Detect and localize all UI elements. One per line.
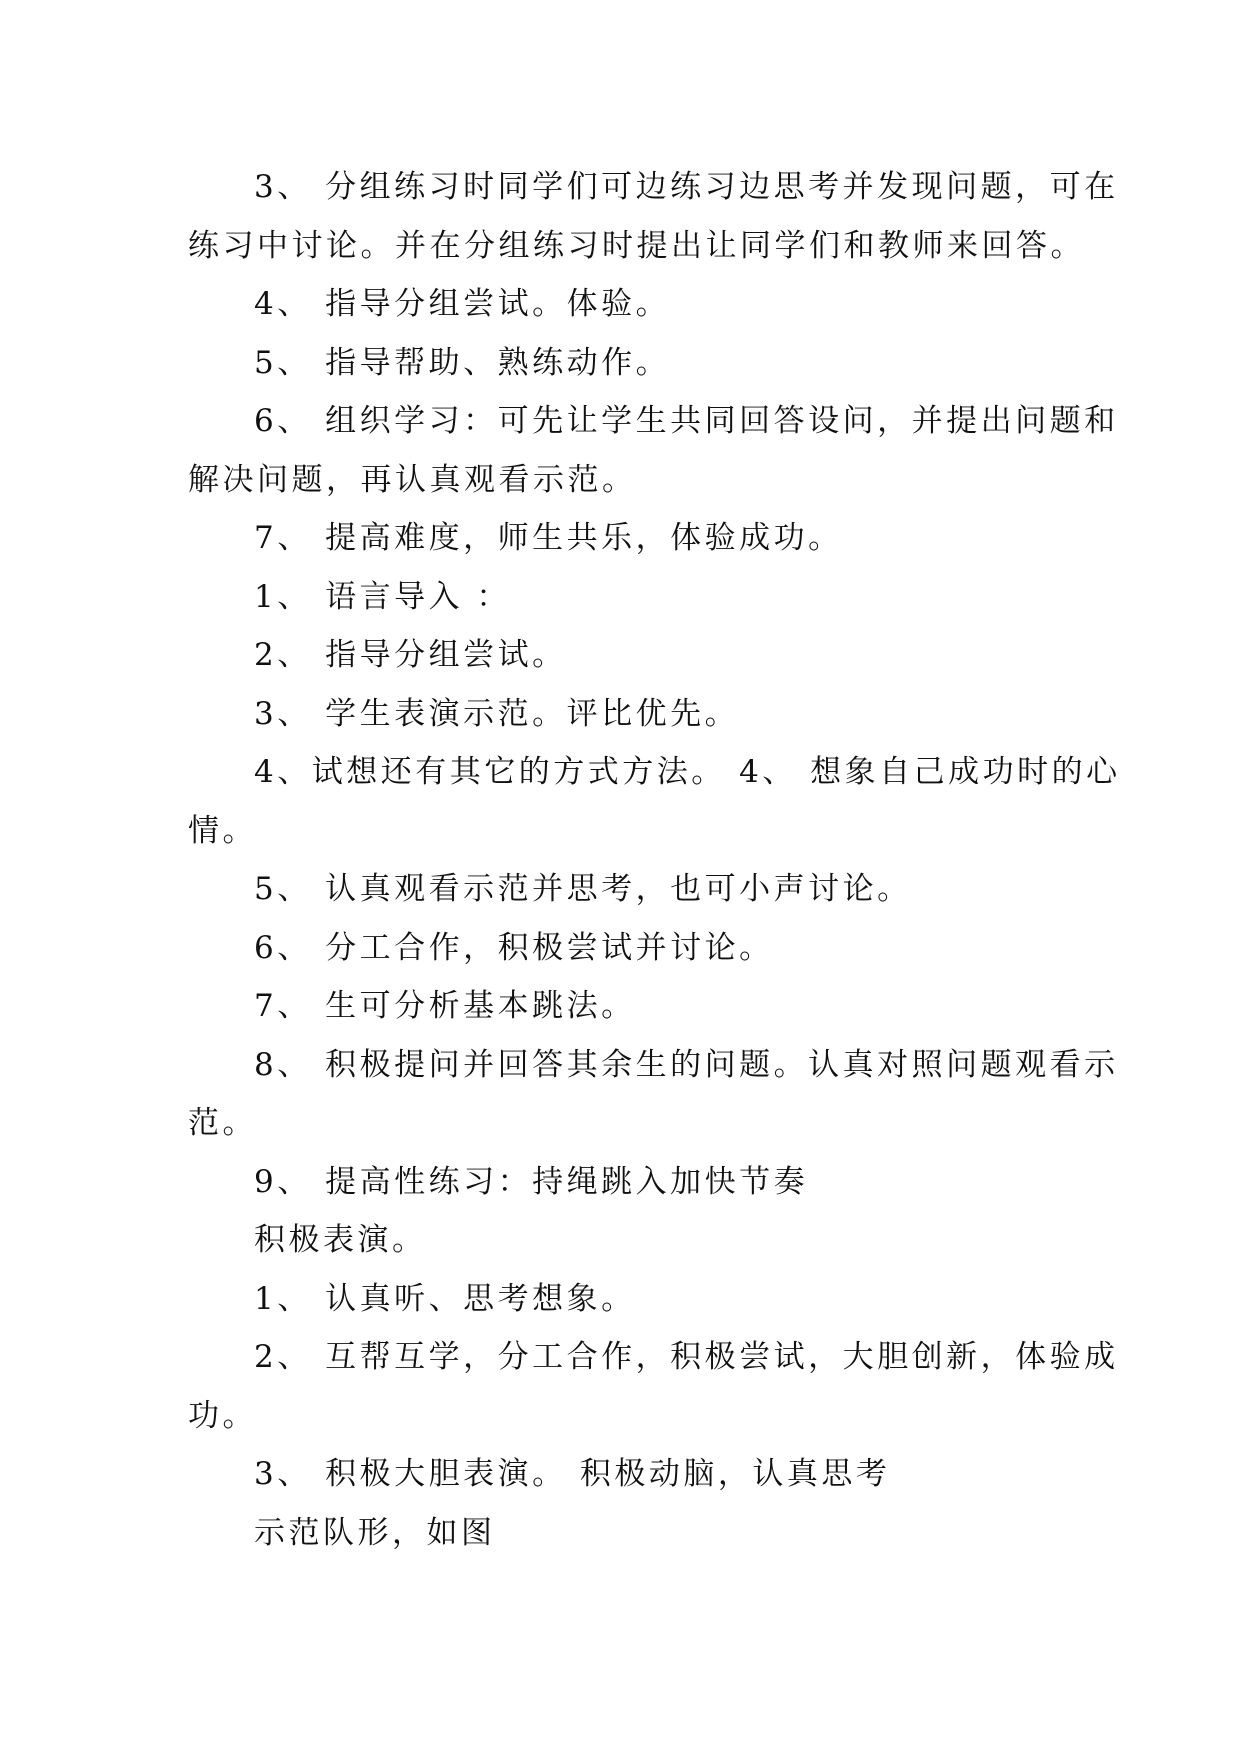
paragraph: 1、 语言导入 ： (254, 578, 511, 615)
paragraph: 3、 积极大胆表演。 积极动脑，认真思考 (254, 1456, 891, 1492)
paragraph: 2、 指导分组尝试。 (254, 637, 567, 673)
paragraph: 4、 指导分组尝试。体验。 (254, 286, 671, 322)
document-body (188, 158, 1148, 1562)
paragraph: 6、 组织学习：可先让学生共同回答设问，并提出问题和解决问题，再认真观看示范。 (188, 403, 1119, 498)
paragraph: 9、 提高性练习：持绳跳入加快节奏 (254, 1163, 809, 1200)
paragraph: 6、 分工合作，积极尝试并讨论。 (254, 929, 774, 966)
paragraph: 2、 互帮互学，分工合作，积极尝试，大胆创新，体验成功。 (188, 1339, 1119, 1434)
paragraph: 5、 指导帮助、熟练动作。 (254, 344, 671, 381)
paragraph: 7、 提高难度，师生共乐，体验成功。 (254, 520, 843, 556)
paragraph: 3、 分组练习时同学们可边练习边思考并发现问题，可在练习中讨论。并在分组练习时提出让同学们和教师来回答。 (188, 169, 1119, 264)
paragraph: 7、 生可分析基本跳法。 (254, 988, 636, 1024)
paragraph: 1、 认真听、思考想象。 (254, 1280, 636, 1317)
paragraph: 4、试想还有其它的方式方法。 4、 想象自己成功时的心情。 (188, 754, 1121, 849)
paragraph: 5、 认真观看示范并思考，也可小声讨论。 (254, 871, 912, 907)
paragraph: 3、 学生表演示范。评比优先。 (254, 695, 740, 732)
paragraph: 8、 积极提问并回答其余生的问题。认真对照问题观看示范。 (188, 1046, 1119, 1141)
paragraph: 示范队形，如图 (254, 1514, 496, 1551)
paragraph: 积极表演。 (254, 1222, 427, 1258)
